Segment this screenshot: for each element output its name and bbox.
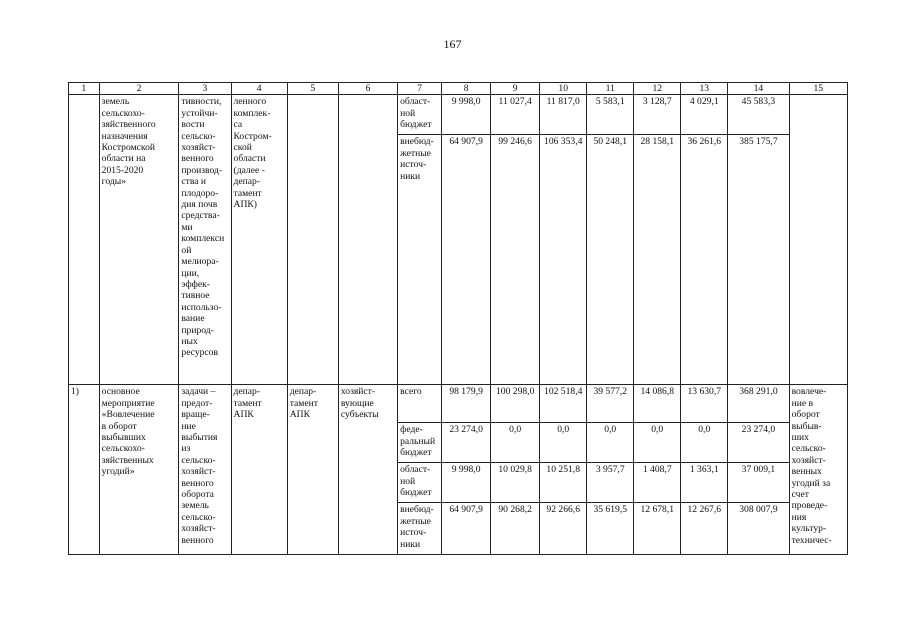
funding-source-cell: внебюд- жетные источ- ники bbox=[398, 135, 442, 385]
amount-cell: 1 408,7 bbox=[634, 463, 681, 503]
responsible-executor-cell: ленного комплек- са Костром- ской области (далее - депар- тамент АПК) bbox=[231, 95, 287, 385]
amount-cell: 37 009,1 bbox=[728, 463, 789, 503]
amount-cell: 102 518,4 bbox=[540, 385, 587, 423]
expected-result-cell: вовлече- ние в оборот выбыв- ших сельско- хозяйст- венных угодий за счет проведе- ния культур- техничес- bbox=[789, 385, 847, 555]
amount-cell: 0,0 bbox=[587, 423, 634, 463]
amount-cell: 0,0 bbox=[681, 423, 728, 463]
amount-cell: 13 630,7 bbox=[681, 385, 728, 423]
funding-source-cell: всего bbox=[398, 385, 442, 423]
funding-source-cell: област- ной бюджет bbox=[398, 463, 442, 503]
cell-col1 bbox=[69, 95, 100, 385]
program-name-cell: земель сельскохо- зяйственного назначения Костромской области на 2015-2020 годы» bbox=[99, 95, 179, 385]
column-number-row bbox=[69, 83, 848, 95]
amount-cell: 10 029,8 bbox=[491, 463, 540, 503]
column-number: 6 bbox=[338, 83, 397, 95]
participants-cell: хозяйст- вующие субъекты bbox=[338, 385, 397, 555]
activity-task-cell: задачи – предот- враще- ние выбытия из сельско- хозяйст- венного оборота земель сельско- хозяйст- венного bbox=[179, 385, 231, 555]
activity-name-cell: основное мероприятие «Вовлечение в оборот выбывших сельскохо- зяйственных угодий» bbox=[99, 385, 179, 555]
amount-cell: 1 363,1 bbox=[681, 463, 728, 503]
amount-cell: 0,0 bbox=[491, 423, 540, 463]
amount-cell: 28 158,1 bbox=[634, 135, 681, 385]
amount-cell: 12 678,1 bbox=[634, 503, 681, 555]
column-number: 9 bbox=[491, 83, 540, 95]
amount-cell: 99 246,6 bbox=[491, 135, 540, 385]
amount-cell: 9 998,0 bbox=[442, 95, 491, 135]
amount-cell: 10 251,8 bbox=[540, 463, 587, 503]
column-number: 10 bbox=[540, 83, 587, 95]
item-number-cell: 1) bbox=[69, 385, 100, 555]
column-number: 5 bbox=[287, 83, 338, 95]
column-number: 4 bbox=[231, 83, 287, 95]
amount-cell: 100 298,0 bbox=[491, 385, 540, 423]
amount-cell: 39 577,2 bbox=[587, 385, 634, 423]
amount-cell: 35 619,5 bbox=[587, 503, 634, 555]
amount-cell: 11 027,4 bbox=[491, 95, 540, 135]
amount-cell: 106 353,4 bbox=[540, 135, 587, 385]
amount-cell: 11 817,0 bbox=[540, 95, 587, 135]
amount-cell: 3 128,7 bbox=[634, 95, 681, 135]
amount-cell: 90 268,2 bbox=[491, 503, 540, 555]
column-number: 1 bbox=[69, 83, 100, 95]
cell-col5 bbox=[287, 95, 338, 385]
column-number: 12 bbox=[634, 83, 681, 95]
funding-source-cell: област- ной бюджет bbox=[398, 95, 442, 135]
amount-cell: 3 957,7 bbox=[587, 463, 634, 503]
amount-cell: 14 086,8 bbox=[634, 385, 681, 423]
table-row bbox=[69, 95, 848, 135]
amount-cell: 98 179,9 bbox=[442, 385, 491, 423]
table-row bbox=[69, 385, 848, 423]
column-number: 13 bbox=[681, 83, 728, 95]
funding-source-cell: внебюд- жетные источ- ники bbox=[398, 503, 442, 555]
amount-cell: 308 007,9 bbox=[728, 503, 789, 555]
amount-cell: 0,0 bbox=[540, 423, 587, 463]
page-number: 167 bbox=[443, 37, 462, 51]
amount-cell: 12 267,6 bbox=[681, 503, 728, 555]
amount-cell: 64 907,9 bbox=[442, 135, 491, 385]
column-number: 11 bbox=[587, 83, 634, 95]
cell-col6 bbox=[338, 95, 397, 385]
amount-cell: 5 583,1 bbox=[587, 95, 634, 135]
amount-cell: 50 248,1 bbox=[587, 135, 634, 385]
amount-cell: 9 998,0 bbox=[442, 463, 491, 503]
column-number: 3 bbox=[179, 83, 231, 95]
amount-cell: 36 261,6 bbox=[681, 135, 728, 385]
column-number: 15 bbox=[789, 83, 847, 95]
co-executor-cell: депар- тамент АПК bbox=[287, 385, 338, 555]
program-goal-cell: тивности, устойчи- вости сельско- хозяйст- венного производ- ства и плодоро- дия почв средства- ми комплексной мелиора- ции, эффек- тивное использо- вание природ- ных ресурсов bbox=[179, 95, 231, 385]
cell-col15 bbox=[789, 95, 847, 385]
column-number: 14 bbox=[728, 83, 789, 95]
amount-cell: 45 583,3 bbox=[728, 95, 789, 135]
amount-cell: 64 907,9 bbox=[442, 503, 491, 555]
responsible-executor-cell: депар- тамент АПК bbox=[231, 385, 287, 555]
column-number: 7 bbox=[398, 83, 442, 95]
column-number: 2 bbox=[99, 83, 179, 95]
column-number: 8 bbox=[442, 83, 491, 95]
amount-cell: 4 029,1 bbox=[681, 95, 728, 135]
amount-cell: 368 291,0 bbox=[728, 385, 789, 423]
amount-cell: 23 274,0 bbox=[442, 423, 491, 463]
amount-cell: 23 274,0 bbox=[728, 423, 789, 463]
amount-cell: 385 175,7 bbox=[728, 135, 789, 385]
funding-source-cell: феде- ральный бюджет bbox=[398, 423, 442, 463]
amount-cell: 0,0 bbox=[634, 423, 681, 463]
amount-cell: 92 266,6 bbox=[540, 503, 587, 555]
program-table bbox=[68, 82, 848, 555]
